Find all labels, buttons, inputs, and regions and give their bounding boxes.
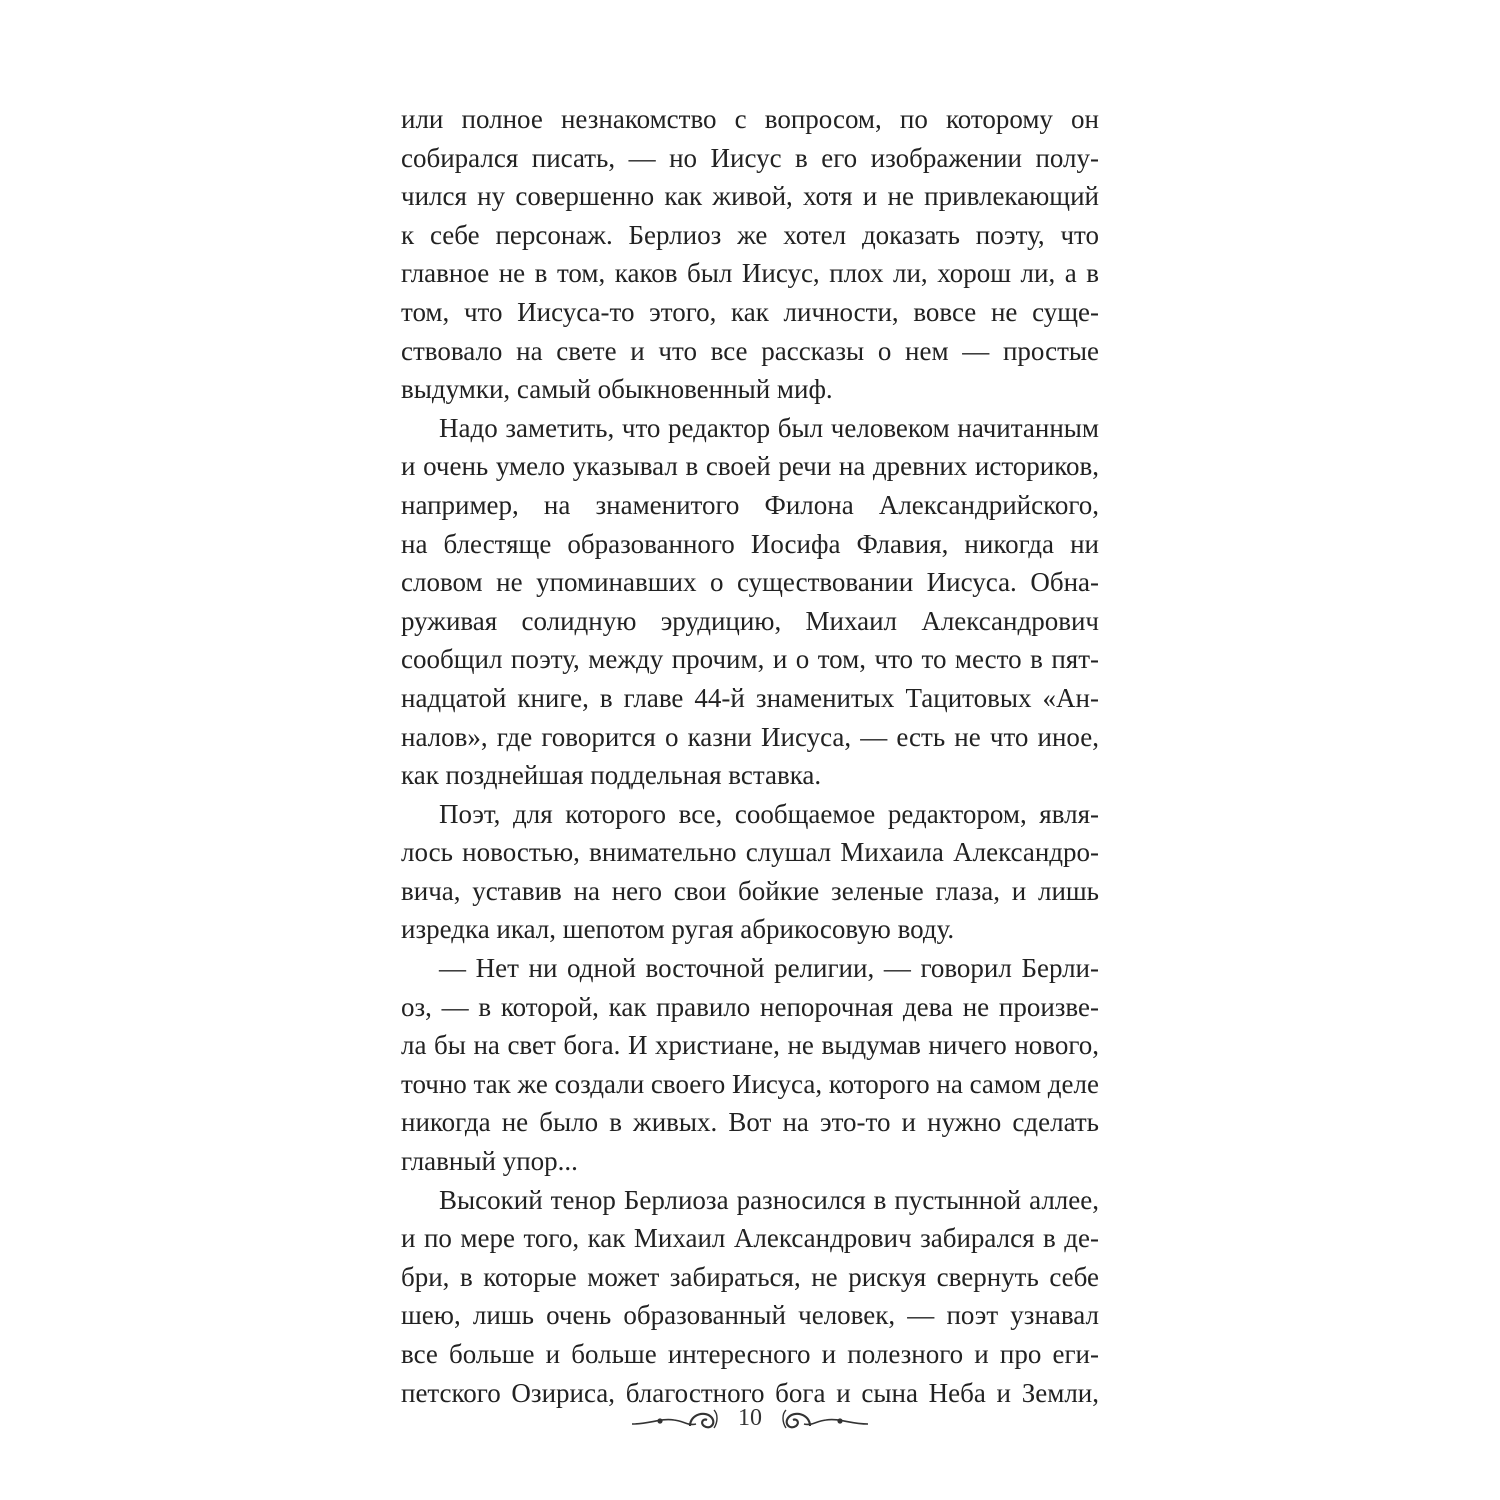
text-line: шею, лишь очень образованный человек, — поэт узнавал [401,1300,1099,1331]
text-line: вича, уставив на него свои бойкие зеленые глаза, и лишь [401,875,1099,906]
text-line: Поэт, для которого все, сообщаемое редактором, явля- [439,798,1099,829]
text-line: бри, в которые может забираться, не рискуя свернуть себе [401,1261,1099,1292]
text-line: налов», где говорится о казни Иисуса, — есть не что иное, [401,721,1099,752]
text-line: главный упор... [401,1146,578,1177]
text-line: например, на знаменитого Филона Александрийского, [401,489,1099,520]
text-line: ствовало на свете и что все рассказы о нем — простые [401,335,1099,366]
text-line: точно так же создали своего Иисуса, которого на самом деле [401,1068,1099,1099]
body-text [401,100,1099,1412]
text-line: на блестяще образованного Иосифа Флавия, никогда ни [401,528,1099,559]
text-line: — Нет ни одной восточной религии, — говорил Берли- [439,953,1099,984]
text-line: лось новостью, внимательно слушал Михаила Александро- [401,837,1099,868]
text-line: никогда не было в живых. Вот на это-то и нужно сделать [401,1107,1099,1138]
text-line: главное не в том, каков был Иисус, плох ли, хорош ли, а в [401,258,1099,289]
text-line: словом не упоминавших о существовании Иисуса. Обна- [401,567,1099,598]
text-line: к себе персонаж. Берлиоз же хотел доказать поэту, что [401,219,1099,250]
flourish-left-icon [630,1404,726,1432]
text-line: Высокий тенор Берлиоза разносился в пустынной аллее, [439,1184,1099,1215]
text-line: все больше и больше интересного и полезного и про еги- [401,1339,1099,1369]
text-line: собирался писать, — но Иисус в его изображении полу- [401,142,1099,173]
page-footer [0,1398,1500,1438]
text-line: выдумки, самый обыкновенный миф. [401,374,833,405]
text-line: чился ну совершенно как живой, хотя и не привлекающий [401,181,1099,212]
text-line: или полное незнакомство с вопросом, по которому он [401,104,1099,134]
text-line: сообщил поэту, между прочим, и о том, что то место в пят- [401,644,1099,675]
page-number: 10 [738,1405,762,1431]
text-line: петского Озириса, благостного бога и сына Неба и Земли, [401,1377,1099,1408]
text-line: и по мере того, как Михаил Александрович забирался в де- [401,1223,1099,1254]
text-line: оз, — в которой, как правило непорочная дева не произве- [401,991,1099,1022]
flourish-right-icon [774,1404,870,1432]
text-line: ла бы на свет бога. И христиане, не выдумав ничего нового, [401,1030,1099,1061]
text-line: том, что Иисуса-то этого, как личности, вовсе не суще- [401,296,1099,327]
text-line: руживая солидную эрудицию, Михаил Александрович [401,605,1099,636]
text-line: Надо заметить, что редактор был человеком начитанным [439,412,1099,443]
text-line: как позднейшая поддельная вставка. [401,760,822,791]
text-line: изредка икал, шепотом ругая абрикосовую воду. [401,914,955,945]
text-line: надцатой книге, в главе 44-й знаменитых Тацитовых «Ан- [401,682,1099,713]
text-line: и очень умело указывал в своей речи на древних историков, [401,451,1099,482]
